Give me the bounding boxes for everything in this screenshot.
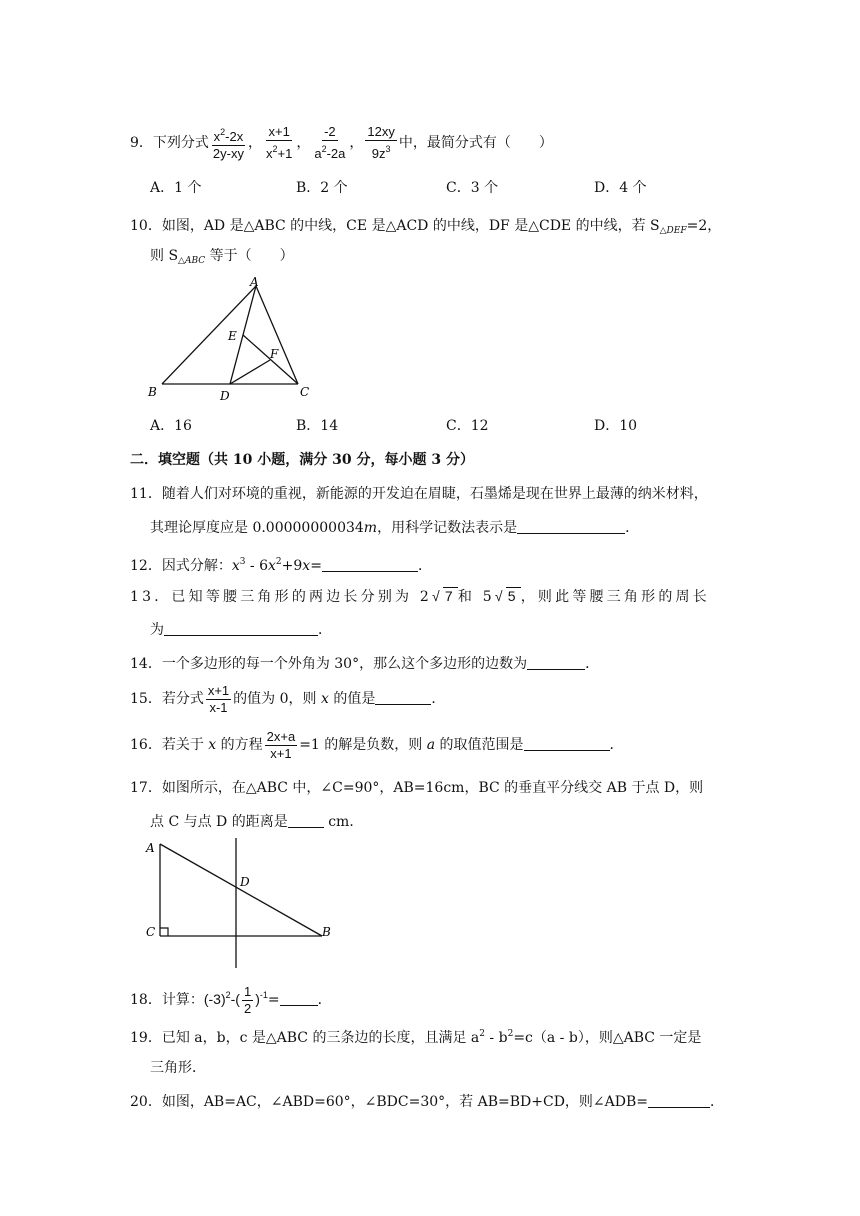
question-13-line2: 为 ． xyxy=(150,622,332,638)
question-number: 9． xyxy=(130,135,153,151)
question-17: 17．如图所示，在△ABC 中，∠C=90°，AB=16cm，BC 的垂直平分线交 AB 于点 D，则 xyxy=(130,780,704,796)
option-d: D．4 个 xyxy=(594,180,647,196)
option-a: A．1 个 xyxy=(150,180,202,196)
question-14: 14．一个多边形的每一个外角为 30°，那么这个多边形的边数为 ． xyxy=(130,656,600,672)
fraction: $\frac{x+1}{x-1}$ xyxy=(207,682,230,715)
question-10-line2: 则 $S_{\triangle ABC}$ 等于（ ） xyxy=(150,248,294,266)
label-a: A xyxy=(250,276,259,289)
question-text: 下列分式 xyxy=(152,135,209,151)
sqrt-7: √ 7 xyxy=(431,588,456,604)
question-17-line2: 点 C 与点 D 的距离是 cm． xyxy=(150,814,364,830)
answer-blank[interactable] xyxy=(322,557,418,572)
question-16: 16．若关于 x 的方程 $\frac{2x+a}{x+1}$ =1 的解是负数，则 a 的取值范围是 ． xyxy=(130,728,624,761)
fraction-2: $\frac{x+1}{x^2+1}$ xyxy=(265,124,293,161)
question-11: 11．随着人们对环境的重视，新能源的开发迫在眉睫，石墨烯是现在世界上最薄的纳米材料， xyxy=(130,486,708,502)
fraction-4: $\frac{12xy}{9z^3}$ xyxy=(367,124,395,161)
label-d: D xyxy=(220,389,230,403)
fraction-3: $\frac{-2}{a^2-2a}$ xyxy=(314,124,346,161)
sqrt-5: √ 5 xyxy=(494,588,519,604)
label-b: B xyxy=(148,385,157,399)
label-e: E xyxy=(228,329,237,343)
fraction: $\frac{2x+a}{x+1}$ xyxy=(266,728,296,761)
label-b: B xyxy=(322,925,331,939)
question-19-line2: 三角形． xyxy=(150,1060,206,1076)
question-text: 10．如图，AD 是△ABC 的中线，CE 是△ACD 的中线，DF 是△CDE 的中线，若 S xyxy=(130,218,660,234)
option-b: B．2 个 xyxy=(296,180,348,196)
answer-blank[interactable] xyxy=(517,519,625,534)
right-triangle-figure-q17 xyxy=(140,836,340,972)
answer-blank[interactable] xyxy=(375,690,431,705)
answer-blank[interactable] xyxy=(280,991,318,1006)
answer-blank[interactable] xyxy=(648,1093,710,1108)
question-12: 12．因式分解：$x^3 - 6x^2+9x=$ ． xyxy=(130,557,432,574)
subscript: △DEF xyxy=(659,226,687,236)
question-18: 18．计算：$(-3)^2-$( $\frac{1}{2}$ )$^{-1}$= ． xyxy=(130,983,332,1016)
question-text: 中，最简分式有（ ） xyxy=(398,135,553,151)
expression: $(-3)^2-$( $\frac{1}{2}$ )$^{-1}$ xyxy=(203,983,268,1016)
option-d: D．10 xyxy=(594,418,638,434)
question-9: 9．下列分式 $\frac{x^2-2x}{2y-xy}$ ， $\frac{x+1}{x^2+1}$ ， $\frac{-2}{a^2-2a}$ ， $\frac{12xy}{9z^3}$ 中，最简分式有（ ） xyxy=(130,124,553,161)
option-c: C．3 个 xyxy=(446,180,499,196)
question-13: 13．已知等腰三角形的两边长分别为 2√ 7 和 5√ 5 ，则此等腰三角形的周长 xyxy=(130,588,710,605)
label-c: C xyxy=(146,925,156,939)
question-10 xyxy=(130,216,721,241)
question-15: 15．若分式 $\frac{x+1}{x-1}$ 的值为 0，则 x 的值是 ． xyxy=(130,682,446,715)
question-19: 19．已知 a，b，c 是△ABC 的三条边的长度，且满足 $a^2 - b^2=c(a - b)$，则△ABC 一定是 xyxy=(130,1029,702,1046)
triangle-figure-q10 xyxy=(140,276,320,406)
section-heading: 二．填空题（共 10 小题，满分 30 分，每小题 3 分） xyxy=(130,452,474,468)
answer-blank[interactable] xyxy=(524,736,610,751)
option-a: A．16 xyxy=(150,418,192,434)
question-text: =2， xyxy=(686,218,722,234)
label-f: F xyxy=(270,347,279,361)
option-c: C．12 xyxy=(446,418,489,434)
answer-blank[interactable] xyxy=(527,655,585,670)
answer-blank[interactable] xyxy=(164,621,318,636)
answer-blank[interactable] xyxy=(288,813,324,828)
label-d: D xyxy=(240,875,250,889)
option-b: B．14 xyxy=(296,418,339,434)
question-11-line2: 其理论厚度应是 0.00000000034m，用科学记数法表示是 ． xyxy=(150,520,640,536)
fraction-1: $\frac{x^2-2x}{2y-xy}$ xyxy=(211,124,246,162)
question-20: 20．如图，AB=AC，∠ABD=60°，∠BDC=30°，若 AB=BD+CD，则∠ADB= ． xyxy=(130,1094,725,1110)
label-a: A xyxy=(146,841,155,855)
label-c: C xyxy=(300,385,310,399)
